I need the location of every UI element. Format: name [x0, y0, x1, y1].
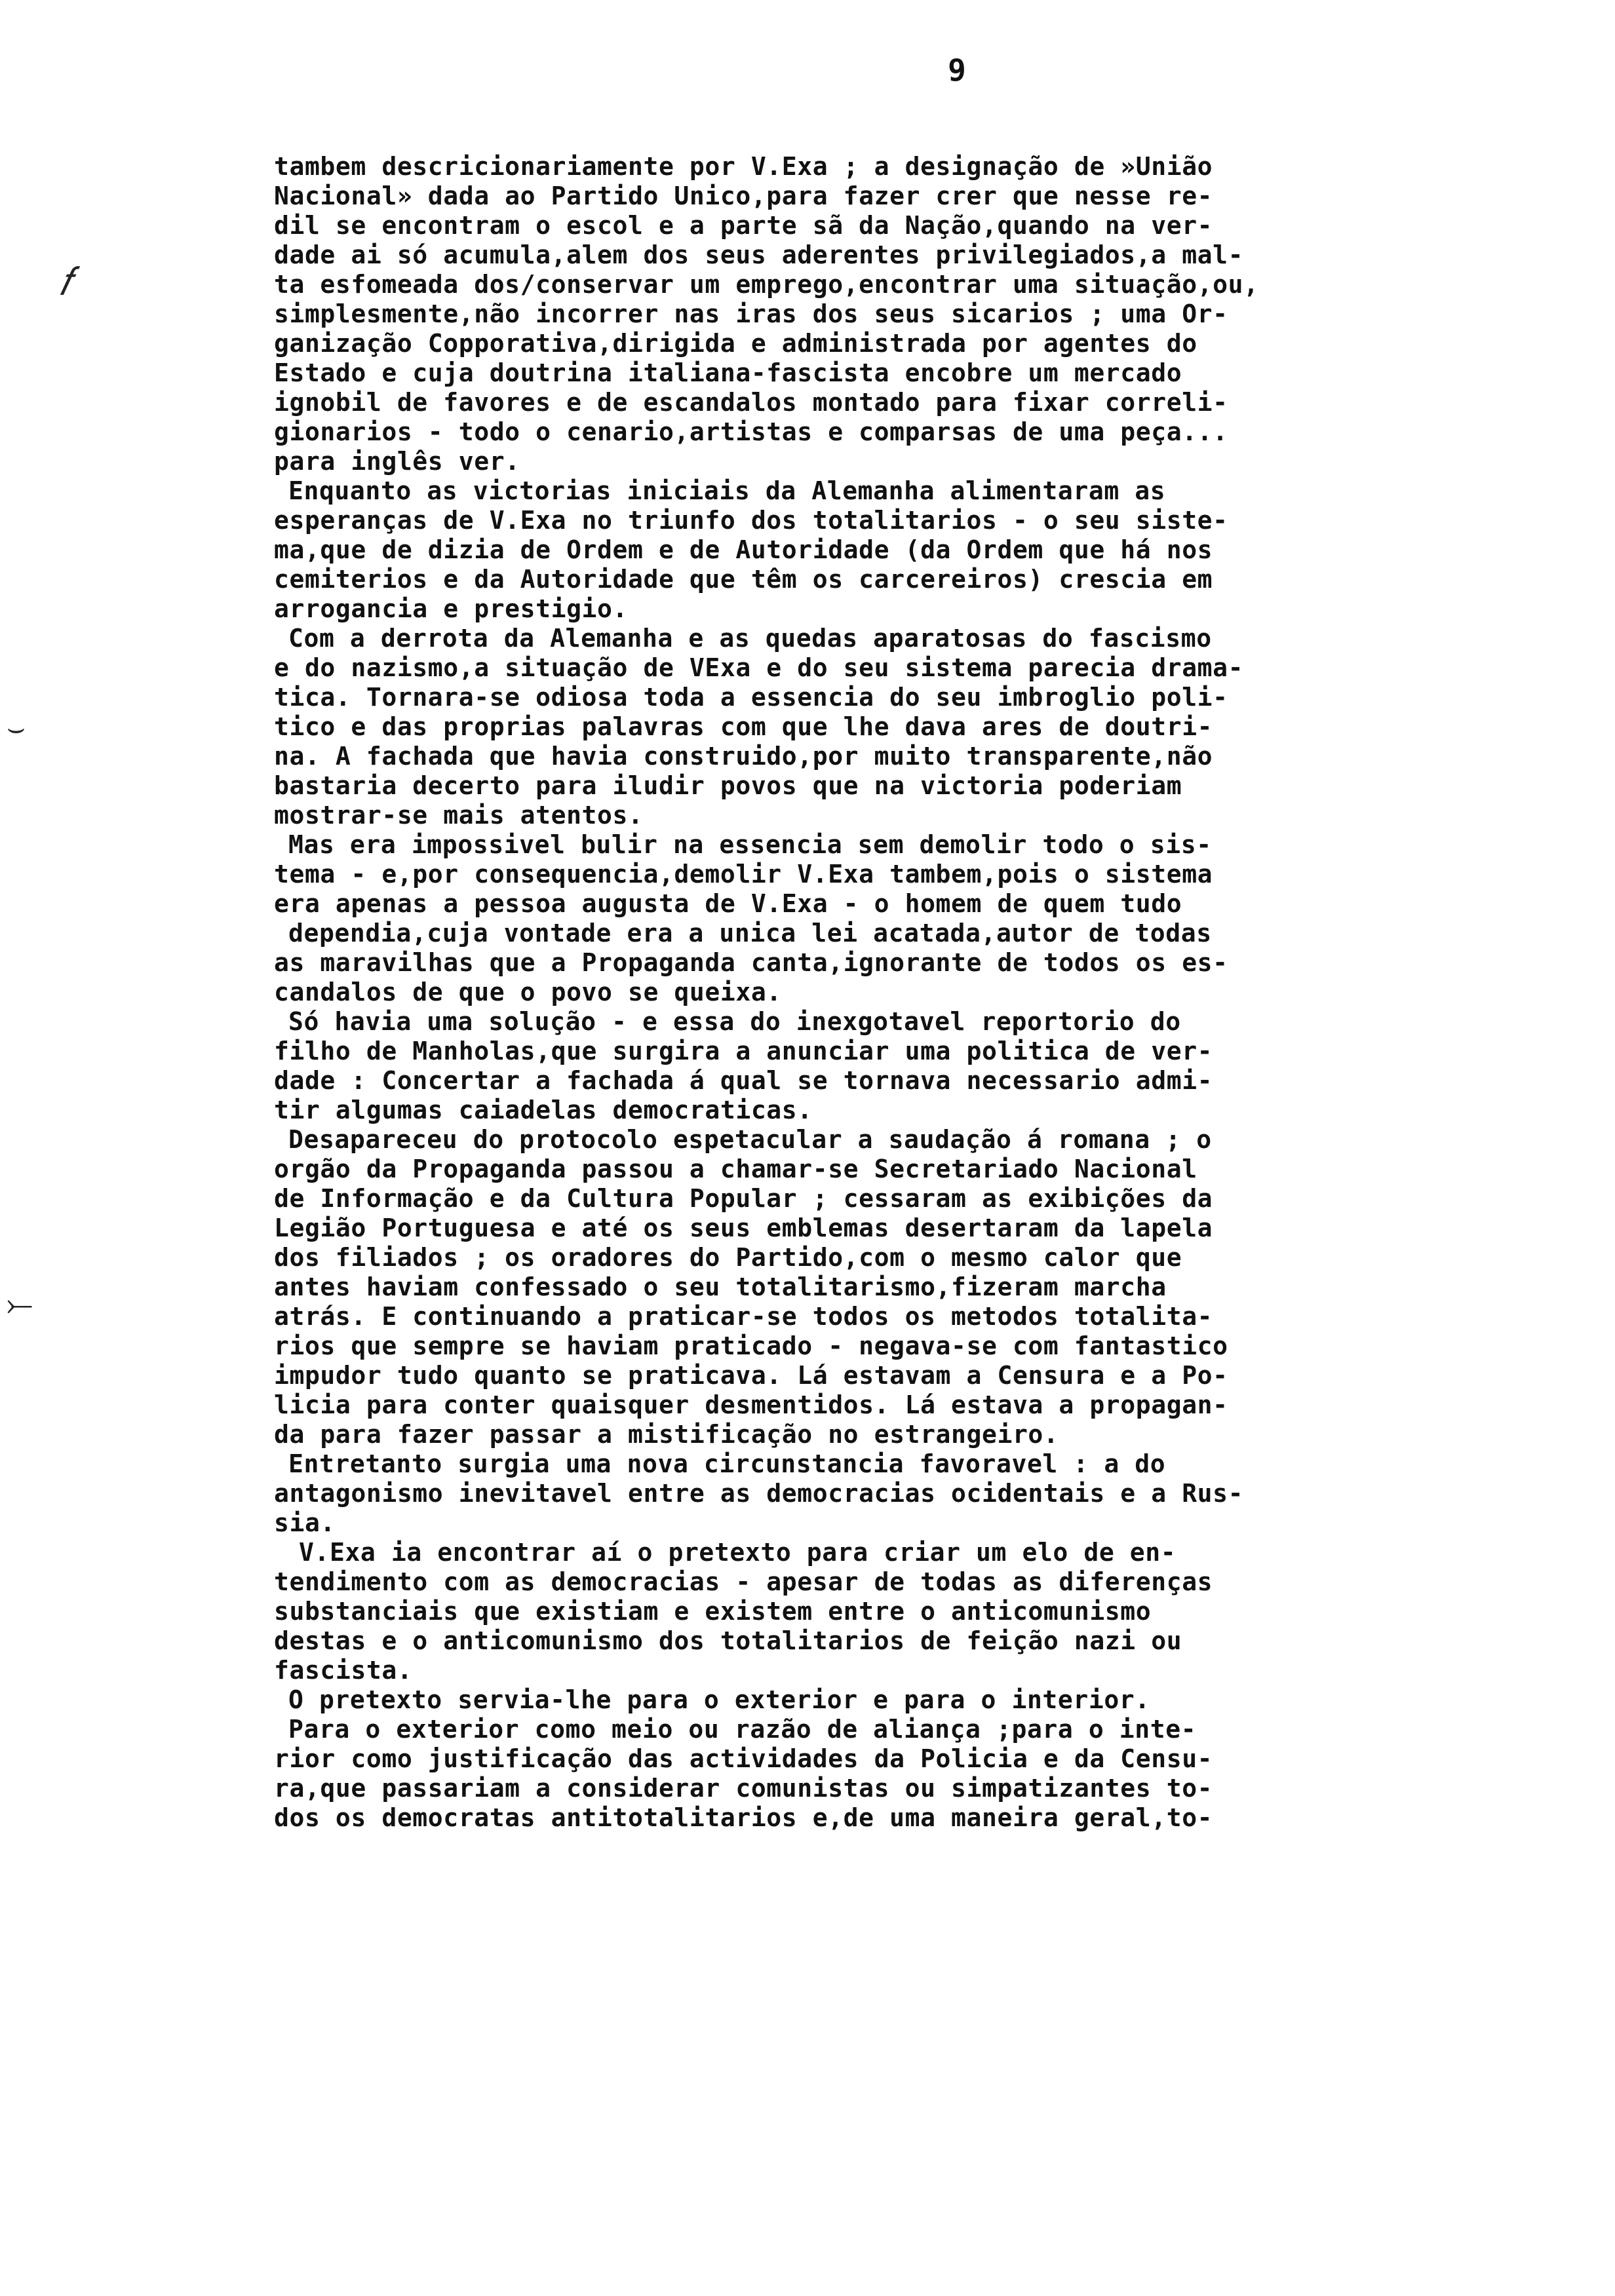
text-line: dependia,cuja vontade era a unica lei acatada,autor de todas: [288, 919, 1212, 947]
text-line: rior como justificação das actividades da Policia e da Censu-: [274, 1744, 1213, 1773]
text-line: O pretexto servia-lhe para o exterior e para o interior.: [288, 1685, 1150, 1714]
text-line: Legião Portuguesa e até os seus emblemas desertaram da lapela: [274, 1214, 1213, 1242]
text-line: arrogancia e prestigio.: [274, 594, 628, 623]
text-line: na. A fachada que havia construido,por muito transparente,não: [274, 742, 1213, 771]
margin-handwritten-mark: ⤚: [7, 1285, 33, 1323]
text-line: da para fazer passar a mistificação no estrangeiro.: [274, 1420, 1059, 1449]
text-line: ta esfomeada dos/conservar um emprego,encontrar uma situação,ou,: [274, 270, 1259, 299]
text-line: tica. Tornara-se odiosa toda a essencia do seu imbroglio poli-: [274, 683, 1228, 712]
text-line: antes haviam confessado o seu totalitarismo,fizeram marcha: [274, 1272, 1167, 1301]
text-line: V.Exa ia encontrar aí o pretexto para criar um elo de en-: [299, 1538, 1177, 1567]
text-line: Com a derrota da Alemanha e as quedas aparatosas do fascismo: [288, 624, 1212, 653]
text-line: dil se encontram o escol e a parte sã da Nação,quando na ver-: [274, 211, 1213, 240]
text-line: impudor tudo quanto se praticava. Lá estavam a Censura e a Po-: [274, 1361, 1228, 1390]
margin-handwritten-mark: ⌣: [7, 712, 26, 745]
text-line: era apenas a pessoa augusta de V.Exa - o homem de quem tudo: [274, 889, 1182, 918]
text-line: mostrar-se mais atentos.: [274, 801, 644, 830]
text-line: orgão da Propaganda passou a chamar-se Secretariado Nacional: [274, 1155, 1197, 1183]
text-line: ra,que passariam a considerar comunistas ou simpatizantes to-: [274, 1774, 1213, 1803]
text-line: dade ai só acumula,alem dos seus aderentes privilegiados,a mal-: [274, 240, 1244, 269]
text-line: e do nazismo,a situação de VExa e do seu sistema parecia drama-: [274, 653, 1244, 682]
text-line: tir algumas caiadelas democraticas.: [274, 1096, 813, 1124]
margin-handwritten-mark: 𝑓: [59, 259, 71, 305]
text-line: antagonismo inevitavel entre as democracias ocidentais e a Rus-: [274, 1479, 1244, 1508]
text-line: atrás. E continuando a praticar-se todos os metodos totalita-: [274, 1302, 1213, 1331]
text-line: tema - e,por consequencia,demolir V.Exa tambem,pois o sistema: [274, 860, 1213, 889]
typewritten-body: [274, 152, 1559, 1833]
text-line: destas e o anticomunismo dos totalitarios de feição nazi ou: [274, 1626, 1182, 1655]
text-line: rios que sempre se haviam praticado - negava-se com fantastico: [274, 1331, 1228, 1360]
text-line: as maravilhas que a Propaganda canta,ignorante de todos os es-: [274, 948, 1228, 977]
text-line: candalos de que o povo se queixa.: [274, 978, 782, 1006]
text-line: gionarios - todo o cenario,artistas e comparsas de uma peça...: [274, 417, 1228, 446]
text-line: cemiterios e da Autoridade que têm os carcereiros) crescia em: [274, 565, 1213, 594]
text-line: fascista.: [274, 1656, 413, 1685]
text-line: de Informação e da Cultura Popular ; cessaram as exibições da: [274, 1184, 1213, 1213]
text-line: Nacional» dada ao Partido Unico,para fazer crer que nesse re-: [274, 182, 1213, 210]
text-line: para inglês ver.: [274, 447, 520, 476]
text-line: Entretanto surgia uma nova circunstancia favoravel : a do: [288, 1449, 1166, 1478]
text-line: dos filiados ; os oradores do Partido,com o mesmo calor que: [274, 1243, 1182, 1272]
text-line: esperanças de V.Exa no triunfo dos totalitarios - o seu siste-: [274, 506, 1228, 535]
text-line: Enquanto as victorias iniciais da Alemanha alimentaram as: [288, 476, 1166, 505]
text-line: filho de Manholas,que surgira a anunciar uma politica de ver-: [274, 1037, 1213, 1065]
text-line: substanciais que existiam e existem entre o anticomunismo: [274, 1597, 1152, 1626]
text-line: dos os democratas antitotalitarios e,de uma maneira geral,to-: [274, 1803, 1213, 1832]
text-line: Para o exterior como meio ou razão de aliança ;para o inte-: [288, 1715, 1197, 1744]
text-line: licia para conter quaisquer desmentidos. Lá estava a propagan-: [274, 1390, 1228, 1419]
text-line: bastaria decerto para iludir povos que na victoria poderiam: [274, 771, 1182, 800]
text-line: tendimento com as democracias - apesar de todas as diferenças: [274, 1567, 1213, 1596]
text-line: Desapareceu do protocolo espetacular a saudação á romana ; o: [288, 1125, 1212, 1154]
text-line: tambem descricionariamente por V.Exa ; a designação de »União: [274, 152, 1213, 181]
text-line: tico e das proprias palavras com que lhe dava ares de doutri-: [274, 712, 1213, 741]
text-line: simplesmente,não incorrer nas iras dos seus sicarios ; uma Or-: [274, 299, 1228, 328]
text-line: ganização Copporativa,dirigida e administrada por agentes do: [274, 329, 1197, 358]
page-number: 9: [948, 52, 966, 88]
text-line: Mas era impossivel bulir na essencia sem demolir todo o sis-: [288, 830, 1212, 859]
text-line: Só havia uma solução - e essa do inexgotavel reportorio do: [288, 1007, 1181, 1036]
text-line: Estado e cuja doutrina italiana-fascista encobre um mercado: [274, 358, 1182, 387]
text-line: ma,que de dizia de Ordem e de Autoridade (da Ordem que há nos: [274, 535, 1213, 564]
text-line: ignobil de favores e de escandalos montado para fixar correli-: [274, 388, 1228, 417]
text-line: sia.: [274, 1508, 336, 1537]
text-line: dade : Concertar a fachada á qual se tornava necessario admi-: [274, 1066, 1213, 1095]
